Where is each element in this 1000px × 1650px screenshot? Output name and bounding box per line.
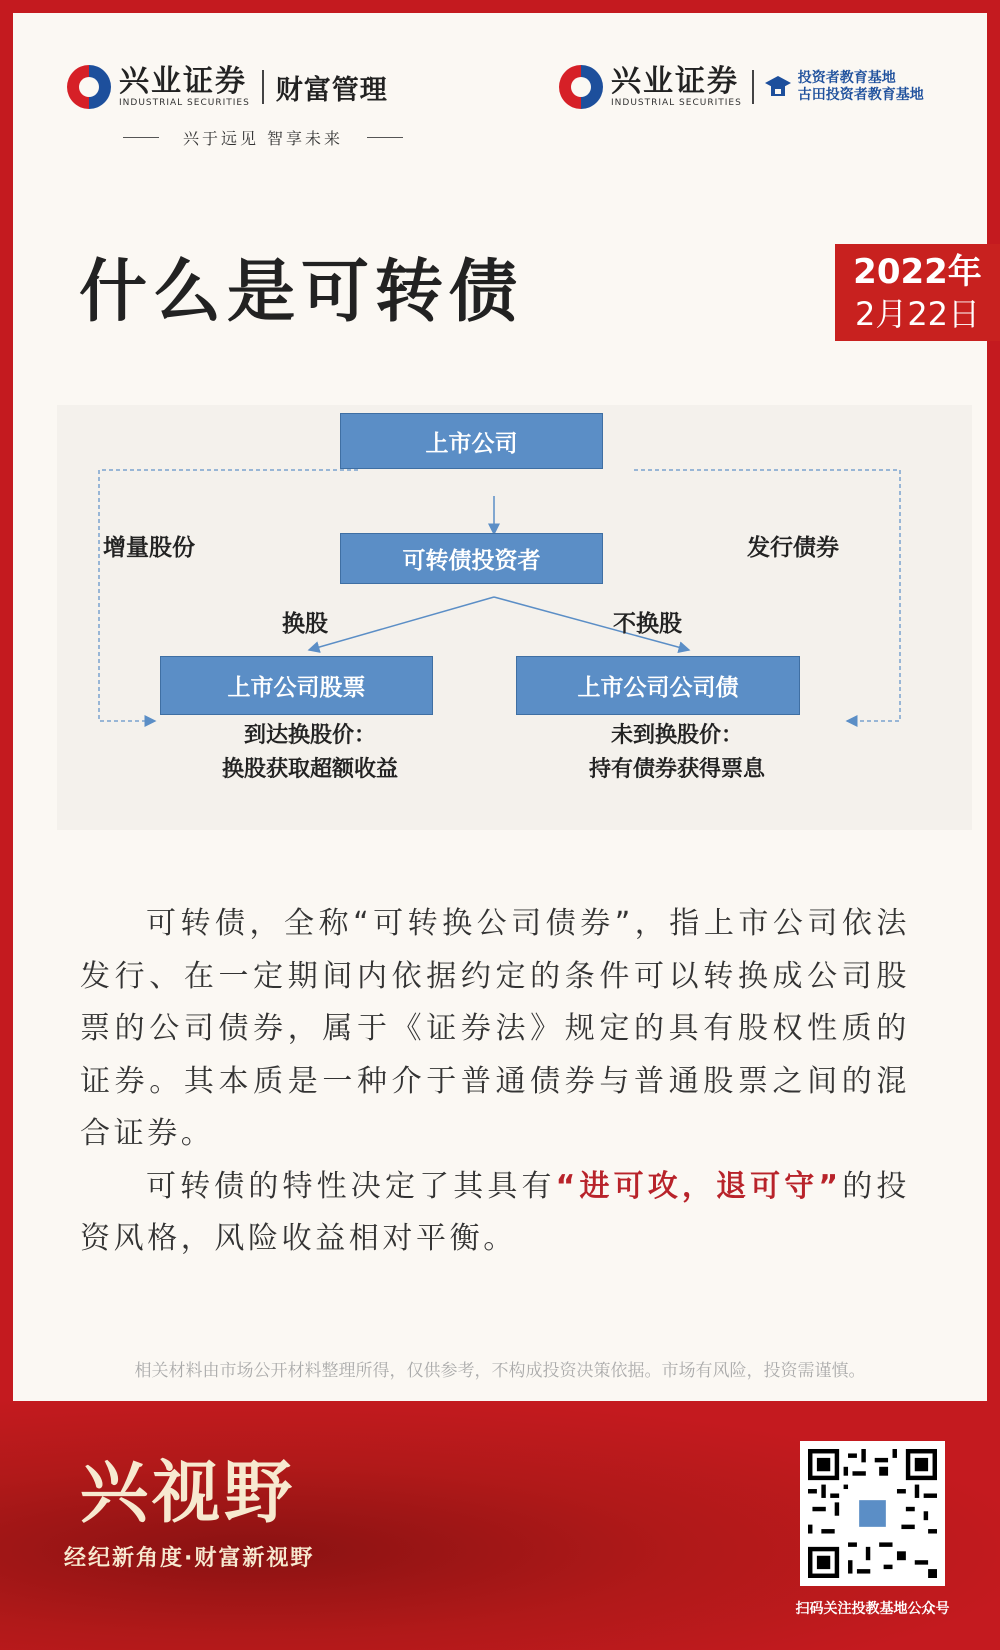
bond-investor-box: 可转债投资者 bbox=[340, 533, 603, 584]
logo-en-text: INDUSTRIAL SECURITIES bbox=[119, 97, 250, 108]
right-note-line-2: 持有债券获得票息 bbox=[588, 757, 765, 782]
left-note-line-1: 到达换股价： bbox=[243, 723, 376, 748]
footer-banner bbox=[0, 1401, 1000, 1650]
left-note-line-2: 换股获取超额收益 bbox=[221, 757, 398, 782]
slogan: 兴于远见 智享未来 bbox=[113, 126, 413, 149]
convertible-bond-diagram bbox=[57, 405, 972, 830]
paragraph-2 bbox=[80, 1161, 910, 1266]
date-badge bbox=[835, 244, 1000, 341]
disclaimer: 相关材料由市场公开材料整理所得，仅供参考，不构成投资决策依据。市场有风险，投资需谨慎。 bbox=[134, 1361, 866, 1381]
logo-divider bbox=[262, 70, 264, 104]
right-note bbox=[547, 719, 807, 787]
p2-after: 的投资风格，风险收益相对平衡。 bbox=[80, 1168, 910, 1256]
p2-highlight: “进可攻，退可守” bbox=[555, 1168, 842, 1204]
listed-company-box: 上市公司 bbox=[340, 413, 603, 469]
brand-title: 兴视野 bbox=[80, 1453, 297, 1533]
gutian-base-label: 古田投资者教育基地 bbox=[797, 87, 924, 103]
convert-label: 换股 bbox=[282, 611, 328, 637]
company-logo-icon bbox=[559, 65, 603, 109]
date-year: 2022年 bbox=[853, 252, 982, 292]
p2-before: 可转债的特性决定了其具有 bbox=[146, 1168, 556, 1204]
left-branch-arrow bbox=[309, 597, 494, 650]
issue-bonds-label: 发行债券 bbox=[747, 535, 839, 561]
article-body bbox=[80, 898, 910, 1266]
right-note-line-1: 未到换股价： bbox=[610, 723, 743, 748]
qr-caption: 扫码关注投教基地公众号 bbox=[795, 1601, 950, 1617]
qr-code-icon bbox=[808, 1449, 937, 1578]
investor-education-logo bbox=[559, 65, 924, 109]
logo-en-text: INDUSTRIAL SECURITIES bbox=[611, 97, 742, 108]
edu-base-label: 投资者教育基地 bbox=[797, 70, 896, 86]
left-note bbox=[180, 719, 440, 787]
wealth-management-label: 财富管理 bbox=[275, 74, 388, 106]
listed-stock-box: 上市公司股票 bbox=[160, 656, 433, 715]
company-bond-box: 上市公司公司债 bbox=[516, 656, 800, 715]
logo-cn-text: 兴业证券 bbox=[611, 63, 739, 99]
page-title: 什么是可转债 bbox=[79, 253, 524, 332]
date-day: 2月22日 bbox=[854, 295, 981, 333]
industrial-securities-logo bbox=[67, 65, 388, 109]
logo-cn-text: 兴业证券 bbox=[119, 63, 247, 99]
qr-code[interactable] bbox=[800, 1441, 945, 1586]
graduation-cap-icon bbox=[764, 74, 792, 100]
company-logo-icon bbox=[67, 65, 111, 109]
logo-divider bbox=[752, 70, 754, 104]
brand-tagline: 经纪新角度·财富新视野 bbox=[64, 1546, 315, 1571]
no-convert-label: 不换股 bbox=[613, 611, 682, 637]
increment-shares-label: 增量股份 bbox=[103, 535, 195, 561]
paragraph-1: 可转债，全称“可转换公司债券”，指上市公司依法发行、在一定期间内依据约定的条件可以转换成公司股票的公司债券，属于《证券法》规定的具有股权性质的证券。其本质是一种介于普通债券与普通股票之间的混合证券。 bbox=[80, 906, 910, 1151]
